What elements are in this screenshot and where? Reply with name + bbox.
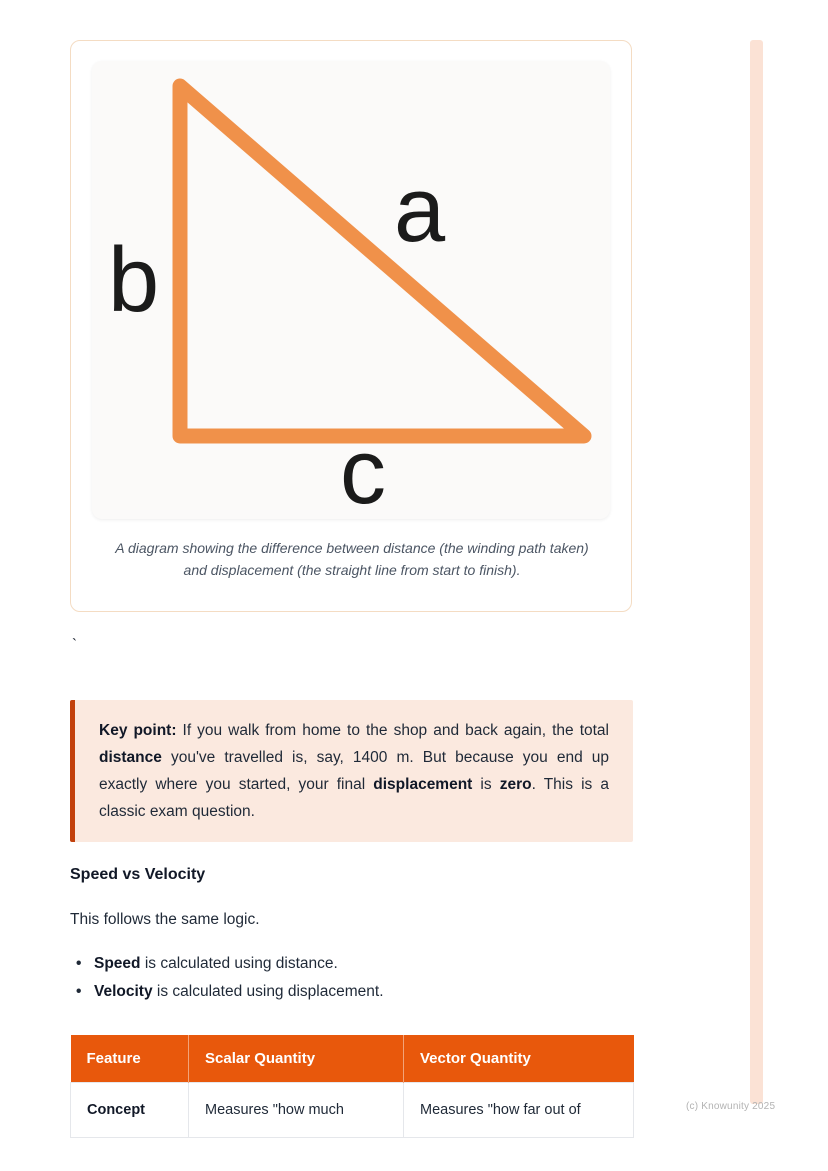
bullet-marker (70, 978, 94, 1006)
copyright-text: (c) Knowunity 2025 (686, 1101, 776, 1112)
triangle-label-c: c (340, 421, 386, 519)
table-header-vector: Vector Quantity (404, 1035, 634, 1083)
callout-bold-distance: distance (99, 749, 162, 766)
callout-text: If you walk from home to the shop and back again, the total (176, 722, 609, 739)
triangle-label-a: a (394, 159, 446, 261)
bullet-rest: is calculated using distance. (140, 955, 338, 972)
side-strip (750, 40, 763, 1104)
table-row (71, 1083, 634, 1138)
triangle-figure (92, 61, 610, 519)
callout-bold-zero: zero (499, 776, 532, 793)
callout-text: is (472, 776, 500, 793)
table-header-row (71, 1035, 634, 1083)
table-header-feature: Feature (71, 1035, 189, 1083)
triangle-label-b: b (108, 229, 160, 331)
table-cell-vector: Measures "how far out of (404, 1083, 634, 1138)
callout-bold-displacement: displacement (373, 776, 473, 793)
triangle-outline (180, 86, 584, 436)
bullet-text (94, 978, 384, 1006)
bullet-text (94, 950, 338, 978)
bullet-bold: Speed (94, 955, 141, 972)
figure-card (70, 40, 632, 612)
bullet-rest: is calculated using displacement. (152, 982, 384, 1000)
table-cell-feature: Concept (71, 1083, 189, 1138)
callout-text: . This is a classic exam question. (99, 776, 609, 820)
bullet-list (70, 950, 633, 1005)
bullet-item-velocity (70, 978, 633, 1006)
bullet-bold: Velocity (94, 982, 153, 1000)
figure-caption: A diagram showing the difference between distance (the winding path taken) and displacement (the straight line from start to finish). (115, 540, 589, 578)
key-point-callout (70, 700, 633, 842)
callout-text: you've travelled is, say, 1400 m. But because you end up exactly where you started, your final (99, 749, 609, 793)
table-cell-scalar: Measures "how much (189, 1083, 404, 1138)
bullet-marker (70, 950, 94, 978)
section-heading: Speed vs Velocity (70, 866, 206, 883)
scalar-vector-table (70, 1035, 634, 1138)
triangle-diagram (92, 61, 610, 519)
bullet-item-speed (70, 950, 633, 978)
stray-backtick: ` (72, 636, 77, 653)
table-header-scalar: Scalar Quantity (189, 1035, 404, 1083)
callout-bold-keypoint: Key point: (99, 722, 177, 739)
section-intro: This follows the same logic. (70, 911, 260, 928)
